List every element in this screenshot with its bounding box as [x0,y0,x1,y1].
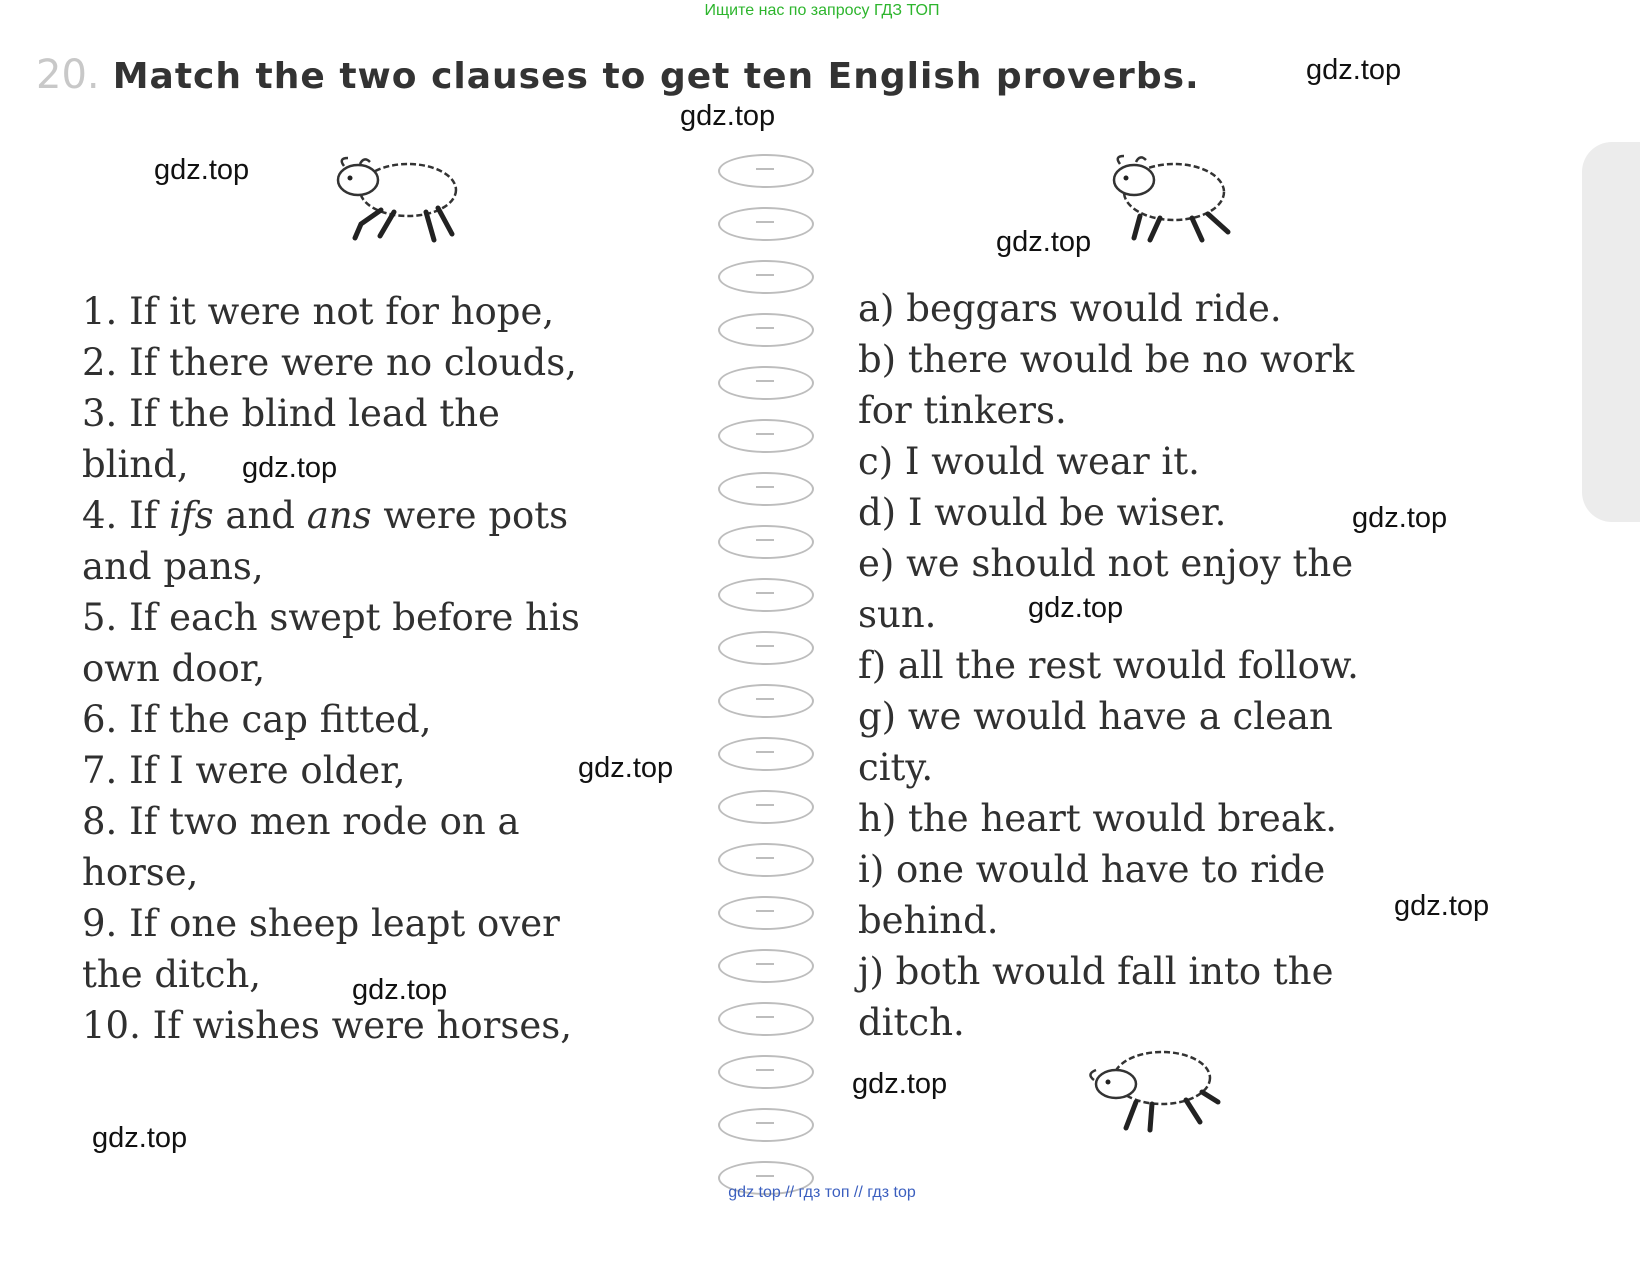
result-line: ditch. [858,1001,965,1044]
watermark: gdz.top [852,1068,948,1100]
condition-line: 5. If each swept before his [82,596,580,639]
spiral-ring [712,994,822,1047]
condition-line: the ditch, [82,953,262,996]
spiral-ring [712,676,822,729]
condition-line: and pans, [82,545,264,588]
condition-line: 2. If there were no clouds, [82,341,577,384]
text-segment: were pots [371,494,569,537]
condition-line: blind, [82,443,189,486]
sheep-icon [1086,1040,1226,1140]
result-line: g) we would have a clean [858,695,1333,738]
condition-line: 10. If wishes were horses, [82,1004,572,1047]
result-line: e) we should not enjoy the [858,542,1354,585]
condition-line: 7. If I were older, [82,749,406,792]
result-line: i) one would have to ride [858,848,1326,891]
spiral-ring [712,1047,822,1100]
spiral-ring [712,252,822,305]
condition-line [82,490,692,541]
watermark: gdz.top [1028,592,1124,624]
result-line: c) I would wear it. [858,440,1200,483]
result-line: j) both would fall into the [858,950,1334,993]
result-line: for tinkers. [858,389,1067,432]
spiral-ring [712,941,822,994]
result-line: city. [858,746,934,789]
spiral-ring [712,199,822,252]
watermark: gdz.top [154,154,250,186]
spiral-ring [712,623,822,676]
exercise-instruction: Match the two clauses to get ten English proverbs. [112,56,1200,97]
spiral-ring [712,835,822,888]
watermark: gdz.top [996,226,1092,258]
watermark: gdz.top [92,1122,188,1154]
watermark: gdz.top [352,974,448,1006]
top-banner[interactable]: Ищите нас по запросу ГДЗ ТОП [704,2,940,19]
result-line: b) there would be no work [858,338,1355,381]
condition-line: 8. If two men rode on a [82,800,520,843]
spiral-ring [712,464,822,517]
watermark: gdz.top [1394,890,1490,922]
text-segment: and [213,494,307,537]
condition-line: 6. If the cap fitted, [82,698,432,741]
condition-line: 3. If the blind lead the [82,392,500,435]
sheep-icon [326,150,466,250]
spiral-ring [712,305,822,358]
condition-line: horse, [82,851,199,894]
result-line: f) all the rest would follow. [858,644,1359,687]
exercise-number: 20. [36,52,100,98]
italic-word: ans [306,494,372,537]
result-line: a) beggars would ride. [858,287,1282,330]
spiral-ring [712,517,822,570]
spiral-ring [712,570,822,623]
spiral-ring [712,146,822,199]
condition-line: 9. If one sheep leapt over [82,902,560,945]
watermark: gdz.top [680,100,776,132]
watermark: gdz.top [578,752,674,784]
footer-links[interactable]: gdz top // гдз топ // гдз top [728,1184,916,1201]
watermark: gdz.top [1306,54,1402,86]
text-segment: 4. If [82,494,170,537]
spiral-ring [712,358,822,411]
spiral-ring [712,888,822,941]
exercise-heading [36,52,1200,98]
condition-line: 1. If it were not for hope, [82,290,555,333]
result-line: h) the heart would break. [858,797,1338,840]
spiral-ring [712,729,822,782]
spiral-ring [712,411,822,464]
sheep-icon [1100,150,1240,250]
results-list [858,283,1478,1048]
result-line: sun. [858,593,937,636]
condition-line: own door, [82,647,266,690]
watermark: gdz.top [242,452,338,484]
result-line: d) I would be wiser. [858,491,1227,534]
spiral-binding [712,146,822,1206]
watermark: gdz.top [1352,502,1448,534]
spiral-ring [712,782,822,835]
spiral-ring [712,1100,822,1153]
italic-word: ifs [169,494,214,537]
result-line: behind. [858,899,999,942]
conditions-list [82,286,692,1051]
